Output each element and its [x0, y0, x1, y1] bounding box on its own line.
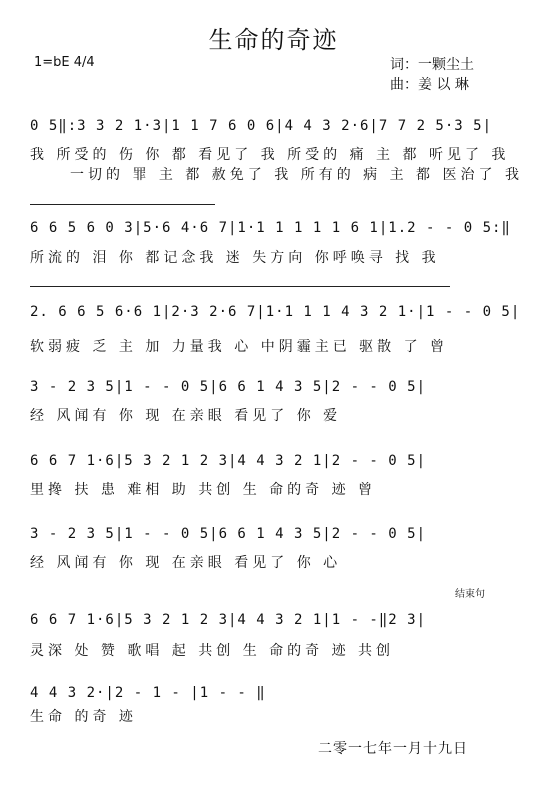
notation-line-1: 0 5‖:3 3 2 1·3|1 1 7 6 0 6|4 4 3 2·6|7 7 2 5·3 5| — [30, 118, 493, 134]
notation-line-2: 6 6 5 6 0 3|5·6 4·6 7|1·1 1 1 1 1 6 1|1.2 - - 0 5:‖ — [30, 220, 511, 236]
notation-line-3: 2. 6 6 5 6·6 1|2·3 2·6 7|1·1 1 1 4 3 2 1·|1 - - 0 5| — [30, 304, 521, 320]
notation-line-8: 4 4 3 2·|2 - 1 - |1 - - ‖ — [30, 685, 266, 701]
notation-line-6: 3 - 2 3 5|1 - - 0 5|6 6 1 4 3 5|2 - - 0 5| — [30, 526, 427, 542]
lyric-line-6: 经 风闻有 你 现 在亲眼 看见了 你 心 — [30, 555, 342, 571]
notation-line-5: 6 6 7 1·6|5 3 2 1 2 3|4 4 3 2 1|2 - - 0 5| — [30, 453, 427, 469]
lyricist-credit: 词：一颗尘土 — [390, 57, 474, 73]
lyric-line-3: 软弱疲 乏 主 加 力量我 心 中阴霾主已 驱散 了 曾 — [30, 339, 449, 355]
lyric-line-8: 生命 的奇 迹 — [30, 709, 137, 725]
lyric-line-2: 所流的 泪 你 都记念我 迷 失方向 你呼唤寻 找 我 — [30, 250, 440, 266]
key-signature: 1=bE 4/4 — [34, 55, 95, 70]
song-title: 生命的奇迹 — [208, 26, 339, 54]
lyric-line-4: 经 风闻有 你 现 在亲眼 看见了 你 爱 — [30, 408, 342, 424]
composer-credit: 曲：姜 以 琳 — [390, 77, 469, 93]
ending-note: 结束句 — [455, 589, 485, 600]
notation-line-7: 6 6 7 1·6|5 3 2 1 2 3|4 4 3 2 1|1 - -‖2 3| — [30, 612, 427, 628]
lyric-line-1a: 我 所受的 伤 你 都 看见了 我 所受的 痛 主 都 听见了 我 — [30, 147, 510, 163]
notation-line-4: 3 - 2 3 5|1 - - 0 5|6 6 1 4 3 5|2 - - 0 5| — [30, 379, 427, 395]
volta-bracket-2 — [30, 286, 450, 287]
volta-bracket-1 — [30, 204, 215, 205]
date: 二零一七年一月十九日 — [318, 741, 468, 757]
lyric-line-5: 里搀 扶 患 难相 助 共创 生 命的奇 迹 曾 — [30, 482, 377, 498]
lyric-line-1b: 一切的 罪 主 都 赦免了 我 所有的 病 主 都 医治了 我 — [70, 167, 523, 183]
lyric-line-7: 灵深 处 赞 歌唱 起 共创 生 命的奇 迹 共创 — [30, 643, 395, 659]
